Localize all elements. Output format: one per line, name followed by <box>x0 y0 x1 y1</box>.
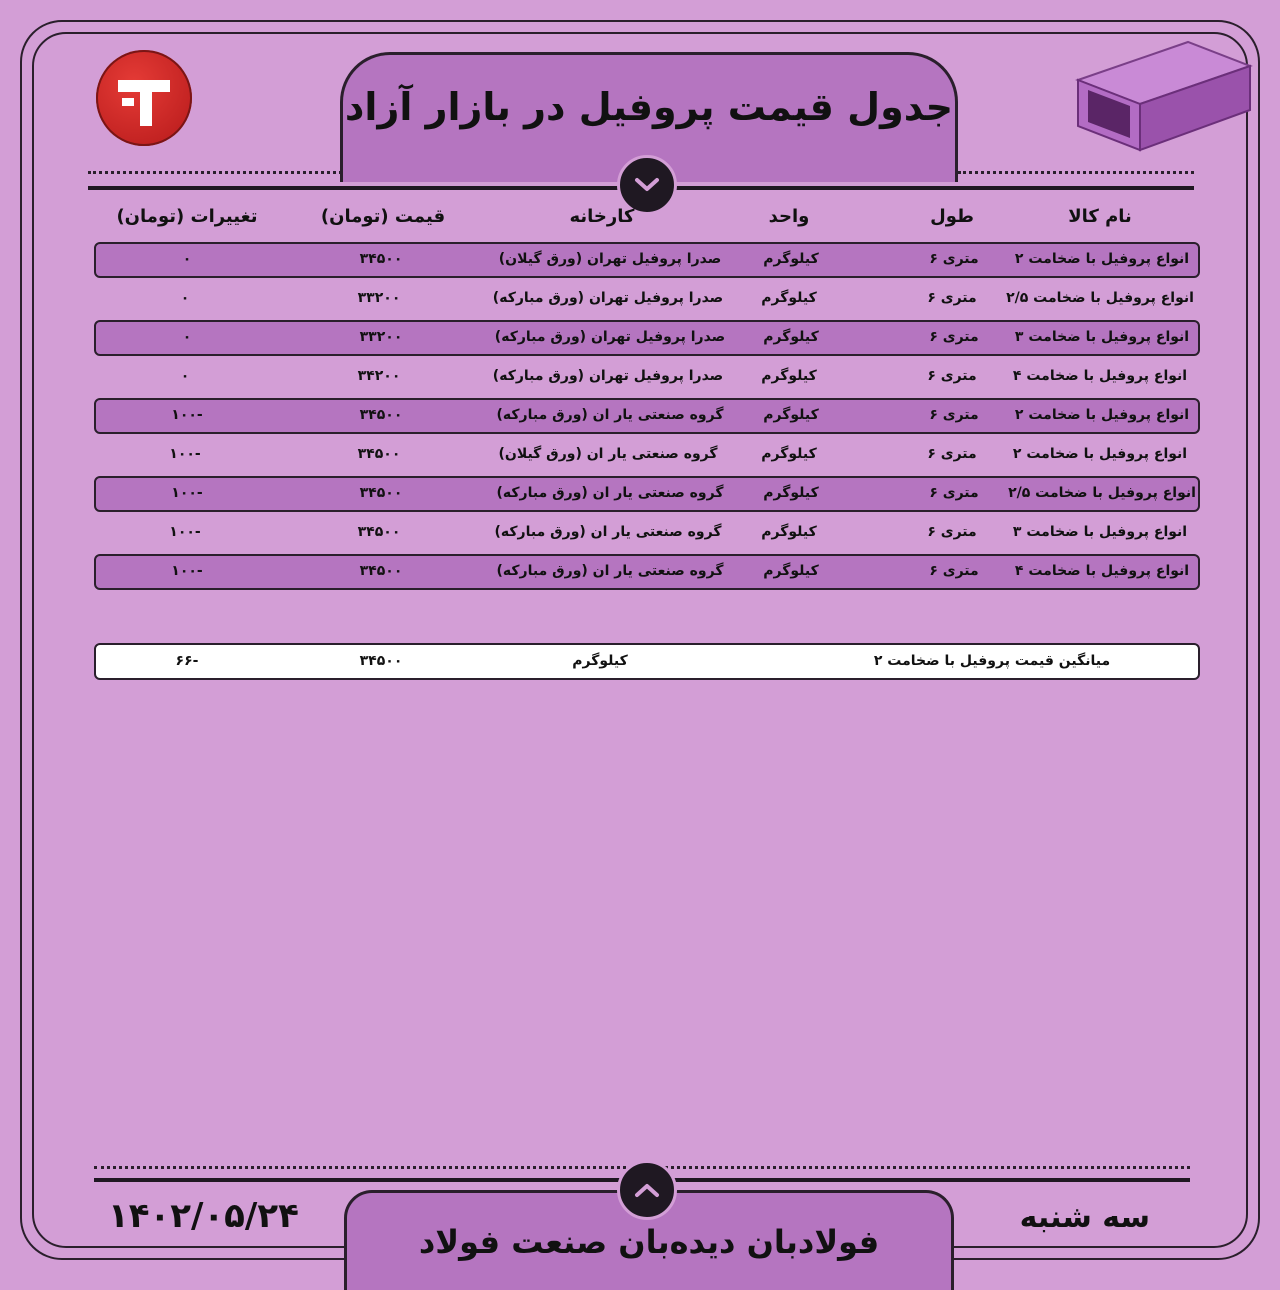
table-row <box>94 515 1200 551</box>
cell-length: متری ۶ <box>927 368 977 384</box>
cell-name: انواع پروفیل با ضخامت ۲ <box>1014 407 1190 423</box>
cell-length: متری ۶ <box>927 290 977 306</box>
footer-date: ۱۴۰۲/۰۵/۲۴ <box>108 1196 299 1236</box>
cell-length: متری ۶ <box>929 329 979 345</box>
cell-change: -۱۰۰ <box>169 446 201 462</box>
cell-change: ۰ <box>182 251 192 267</box>
table-row <box>94 242 1200 278</box>
table-header <box>94 206 1200 236</box>
cell-factory: گروه صنعتی یار ان (ورق مبارکه) <box>496 407 724 423</box>
cell-length: متری ۶ <box>929 485 979 501</box>
cell-factory: صدرا پروفیل تهران (ورق مبارکه) <box>494 329 726 345</box>
cell-unit: کیلوگرم <box>763 485 819 501</box>
cell-change: -۱۰۰ <box>171 485 203 501</box>
cell-unit: کیلوگرم <box>761 290 817 306</box>
cell-unit: کیلوگرم <box>763 329 819 345</box>
average-label: میانگین قیمت پروفیل با ضخامت ۲ <box>873 653 1111 669</box>
cell-unit: کیلوگرم <box>763 407 819 423</box>
cell-factory: صدرا پروفیل تهران (ورق گیلان) <box>498 251 722 267</box>
cell-factory: گروه صنعتی یار ان (ورق مبارکه) <box>496 563 724 579</box>
average-change: -۶۶ <box>175 653 199 669</box>
table-row <box>94 320 1200 356</box>
cell-change: -۱۰۰ <box>171 407 203 423</box>
cell-name: انواع پروفیل با ضخامت ۴ <box>1014 563 1190 579</box>
cell-unit: کیلوگرم <box>763 563 819 579</box>
cell-price: ۳۴۵۰۰ <box>357 524 401 540</box>
cell-length: متری ۶ <box>929 563 979 579</box>
chevron-up-icon <box>634 1182 660 1198</box>
column-header-price: قیمت (تومان) <box>320 206 446 227</box>
steel-profile-image <box>1068 30 1258 160</box>
average-price: ۳۴۵۰۰ <box>359 653 403 669</box>
cell-name: انواع پروفیل با ضخامت ۳ <box>1014 329 1190 345</box>
dotted-divider-right <box>958 171 1194 174</box>
cell-price: ۳۴۵۰۰ <box>359 407 403 423</box>
column-header-factory: کارخانه <box>569 206 635 227</box>
cell-factory: گروه صنعتی یار ان (ورق گیلان) <box>498 446 718 462</box>
average-unit: کیلوگرم <box>572 653 628 669</box>
cell-factory: صدرا پروفیل تهران (ورق مبارکه) <box>492 368 724 384</box>
table-row <box>94 281 1200 317</box>
table-row <box>94 359 1200 395</box>
cell-change: -۱۰۰ <box>171 563 203 579</box>
footer-brand: فولادبان دیده‌بان صنعت فولاد <box>418 1223 880 1261</box>
chevron-up-button[interactable] <box>617 1160 677 1220</box>
cell-length: متری ۶ <box>929 407 979 423</box>
column-header-unit: واحد <box>768 206 810 227</box>
cell-change: -۱۰۰ <box>169 524 201 540</box>
cell-unit: کیلوگرم <box>761 446 817 462</box>
table-row <box>94 437 1200 473</box>
cell-price: ۳۳۲۰۰ <box>357 290 401 306</box>
cell-name: انواع پروفیل با ضخامت ۲/۵ <box>1006 290 1194 306</box>
cell-price: ۳۴۵۰۰ <box>359 563 403 579</box>
table-row <box>94 476 1200 512</box>
column-header-change: تغییرات (تومان) <box>116 206 258 227</box>
cell-unit: کیلوگرم <box>761 368 817 384</box>
cell-name: انواع پروفیل با ضخامت ۴ <box>1012 368 1188 384</box>
cell-unit: کیلوگرم <box>761 524 817 540</box>
table-row <box>94 398 1200 434</box>
cell-length: متری ۶ <box>929 251 979 267</box>
cell-price: ۳۳۲۰۰ <box>359 329 403 345</box>
cell-price: ۳۴۵۰۰ <box>359 485 403 501</box>
cell-change: ۰ <box>182 329 192 345</box>
brand-logo-icon <box>96 50 192 146</box>
cell-length: متری ۶ <box>927 446 977 462</box>
table-row <box>94 554 1200 590</box>
column-header-length: طول <box>930 206 974 227</box>
chevron-down-icon <box>634 177 660 193</box>
cell-factory: صدرا پروفیل تهران (ورق مبارکه) <box>492 290 724 306</box>
cell-change: ۰ <box>180 290 190 306</box>
page-title: جدول قیمت پروفیل در بازار آزاد <box>344 84 954 129</box>
cell-length: متری ۶ <box>927 524 977 540</box>
cell-price: ۳۴۵۰۰ <box>357 446 401 462</box>
cell-price: ۳۴۲۰۰ <box>357 368 401 384</box>
cell-price: ۳۴۵۰۰ <box>359 251 403 267</box>
cell-name: انواع پروفیل با ضخامت ۲/۵ <box>1008 485 1196 501</box>
dotted-divider-left <box>88 171 342 174</box>
cell-name: انواع پروفیل با ضخامت ۲ <box>1014 251 1190 267</box>
cell-name: انواع پروفیل با ضخامت ۲ <box>1012 446 1188 462</box>
cell-change: ۰ <box>180 368 190 384</box>
cell-factory: گروه صنعتی یار ان (ورق مبارکه) <box>494 524 722 540</box>
cell-factory: گروه صنعتی یار ان (ورق مبارکه) <box>496 485 724 501</box>
average-row <box>94 643 1200 680</box>
cell-name: انواع پروفیل با ضخامت ۳ <box>1012 524 1188 540</box>
cell-unit: کیلوگرم <box>763 251 819 267</box>
footer-day: سه شنبه <box>1019 1200 1150 1235</box>
column-header-name: نام کالا <box>1068 206 1132 227</box>
